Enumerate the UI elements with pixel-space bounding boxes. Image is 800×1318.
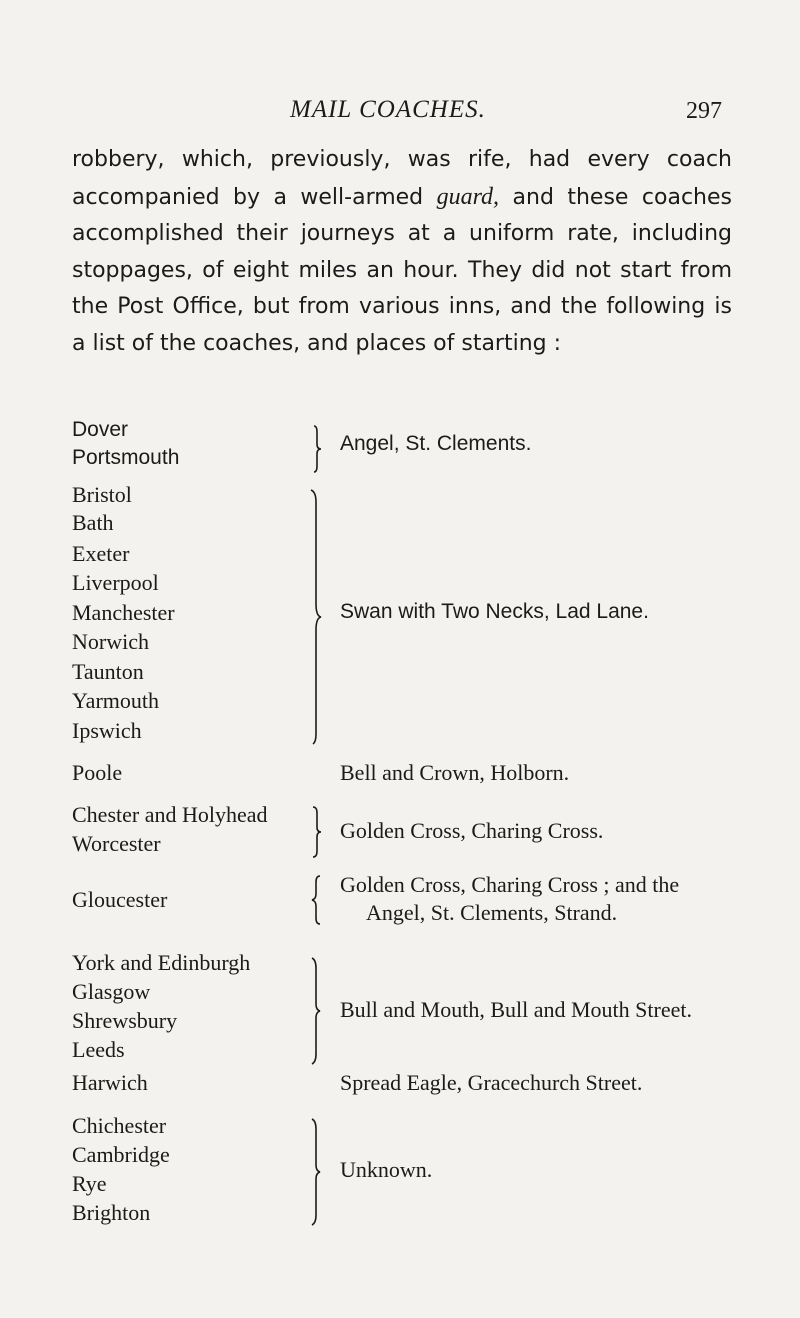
inn-name: Unknown.	[340, 1157, 433, 1182]
body-line: robbery, which, previously, was rife, had every coach	[72, 147, 732, 172]
body-line: stoppages, of eight miles an hour. They did not start from	[72, 257, 732, 283]
body-line-end: and these coaches	[512, 184, 732, 210]
emphasis-guard: guard,	[436, 183, 500, 210]
body-line-start: accompanied by a well-armed	[72, 184, 437, 210]
town-name: Yarmouth	[72, 688, 160, 713]
town-name: Liverpool	[72, 570, 159, 595]
running-head: MAIL COACHES.	[290, 96, 486, 123]
inn-name: Angel, St. Clements.	[340, 432, 532, 455]
town-name: Bristol	[72, 482, 132, 507]
town-name: Manchester	[72, 600, 175, 625]
inn-name: Spread Eagle, Gracechurch Street.	[340, 1070, 643, 1095]
town-name: Bath	[72, 510, 114, 535]
body-line: a list of the coaches, and places of starting :	[72, 330, 562, 356]
inn-name: Golden Cross, Charing Cross.	[340, 818, 604, 843]
town-name: Worcester	[72, 831, 161, 856]
inn-name: Bell and Crown, Holborn.	[340, 760, 570, 785]
inn-name: Swan with Two Necks, Lad Lane.	[340, 600, 649, 623]
page-number: 297	[686, 98, 722, 124]
town-name: Norwich	[72, 629, 149, 654]
town-name: Rye	[72, 1171, 107, 1196]
town-name: Shrewsbury	[72, 1008, 178, 1033]
town-name: Harwich	[72, 1070, 148, 1095]
brace	[308, 874, 322, 926]
body-line: the Post Office, but from various inns, and the following is	[72, 294, 732, 319]
town-name: Dover	[72, 418, 129, 441]
town-name: Glasgow	[72, 979, 151, 1004]
inn-name: Golden Cross, Charing Cross ; and the	[340, 872, 680, 897]
town-name: Cambridge	[72, 1142, 170, 1167]
brace	[308, 956, 322, 1066]
town-name: Chichester	[72, 1113, 167, 1138]
brace	[308, 488, 322, 746]
inn-name: Angel, St. Clements, Strand.	[366, 900, 618, 925]
brace	[308, 1117, 322, 1227]
town-name: Gloucester	[72, 887, 168, 912]
town-name: York and Edinburgh	[72, 950, 251, 975]
town-name: Taunton	[72, 659, 144, 684]
body-line: accomplished their journeys at a uniform rate, including	[72, 221, 732, 246]
inn-name: Bull and Mouth, Bull and Mouth Street.	[340, 997, 692, 1022]
town-name: Chester and Holyhead	[72, 802, 268, 827]
brace	[308, 424, 322, 474]
town-name: Portsmouth	[72, 446, 180, 469]
town-name: Brighton	[72, 1200, 151, 1225]
town-name: Leeds	[72, 1037, 125, 1062]
town-name: Exeter	[72, 541, 130, 566]
town-name: Ipswich	[72, 718, 142, 743]
town-name: Poole	[72, 760, 123, 785]
brace	[308, 805, 322, 859]
